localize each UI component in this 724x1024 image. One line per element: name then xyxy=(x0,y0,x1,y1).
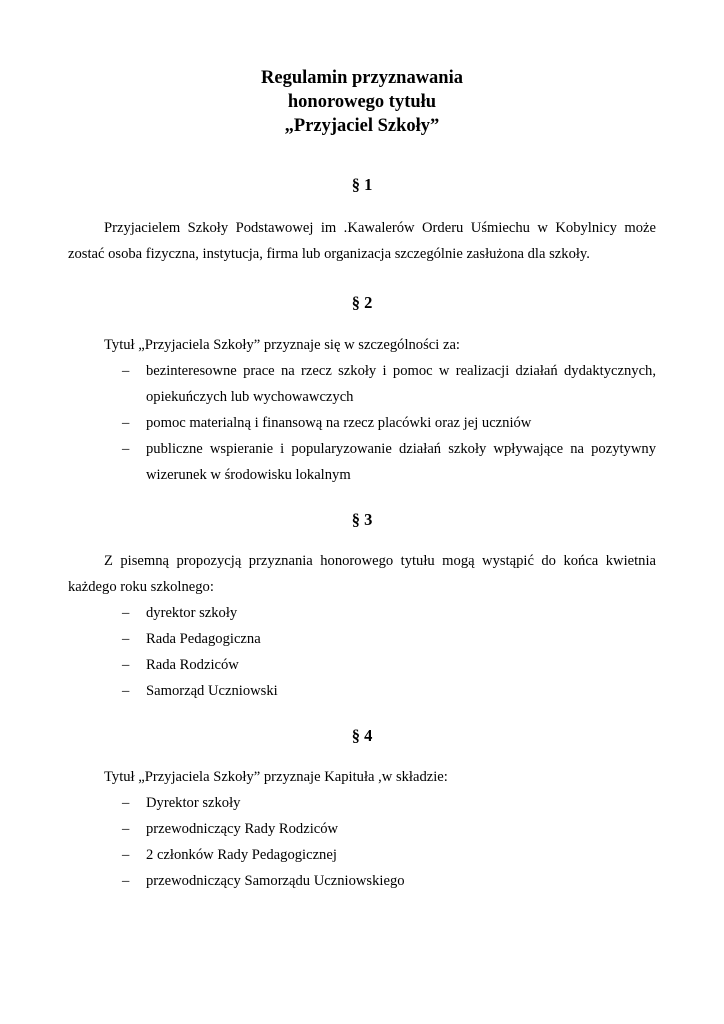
list-item: – Rada Rodziców xyxy=(122,657,239,673)
section-4-mark: § 4 xyxy=(351,726,373,745)
list-item: – dyrektor szkoły xyxy=(122,605,238,621)
list-item: – bezinteresowne prace na rzecz szkoły i pomoc w realizacji działań dydaktycznych, opiekuńczych lub wychowawczych xyxy=(122,363,656,405)
section-1-mark: § 1 xyxy=(351,175,373,194)
document-title xyxy=(68,66,656,138)
list-item: – przewodniczący Samorządu Uczniowskiego xyxy=(122,873,405,889)
section-2-lead: Tytuł „Przyjaciela Szkoły” przyznaje się w szczególności za: xyxy=(104,337,460,353)
title-line-2: honorowego tytułu xyxy=(287,92,437,112)
list-item: – Samorząd Uczniowski xyxy=(122,683,278,699)
section-2-list xyxy=(68,358,656,488)
title-line-3: „Przyjaciel Szkoły” xyxy=(284,116,440,136)
section-1-text: Przyjacielem Szkoły Podstawowej im .Kawalerów Orderu Uśmiechu w Kobylnicy może zostać osoba fizyczna, instytucja, firma lub organizacja szczególnie zasłużona dla szkoły. xyxy=(68,220,656,262)
list-item: – Dyrektor szkoły xyxy=(122,795,241,811)
section-3-lead: Z pisemną propozycją przyznania honorowego tytułu mogą wystąpić do końca kwietnia każdego roku szkolnego: xyxy=(68,553,656,595)
list-item: – 2 członków Rady Pedagogicznej xyxy=(122,847,337,863)
list-item: – Rada Pedagogiczna xyxy=(122,631,261,647)
list-item: – publiczne wspieranie i popularyzowanie działań szkoły wpływające na pozytywny wizerunek w środowisku lokalnym xyxy=(122,441,656,483)
section-4-list xyxy=(68,790,656,894)
section-3-list xyxy=(68,600,656,704)
list-item: – pomoc materialną i finansową na rzecz placówki oraz jej uczniów xyxy=(122,415,532,431)
section-3-mark: § 3 xyxy=(351,510,373,529)
section-2-mark: § 2 xyxy=(351,293,373,312)
list-item: – przewodniczący Rady Rodziców xyxy=(122,821,339,837)
title-line-1: Regulamin przyznawania xyxy=(261,68,463,88)
section-4-lead: Tytuł „Przyjaciela Szkoły” przyznaje Kapituła ,w składzie: xyxy=(104,769,448,785)
